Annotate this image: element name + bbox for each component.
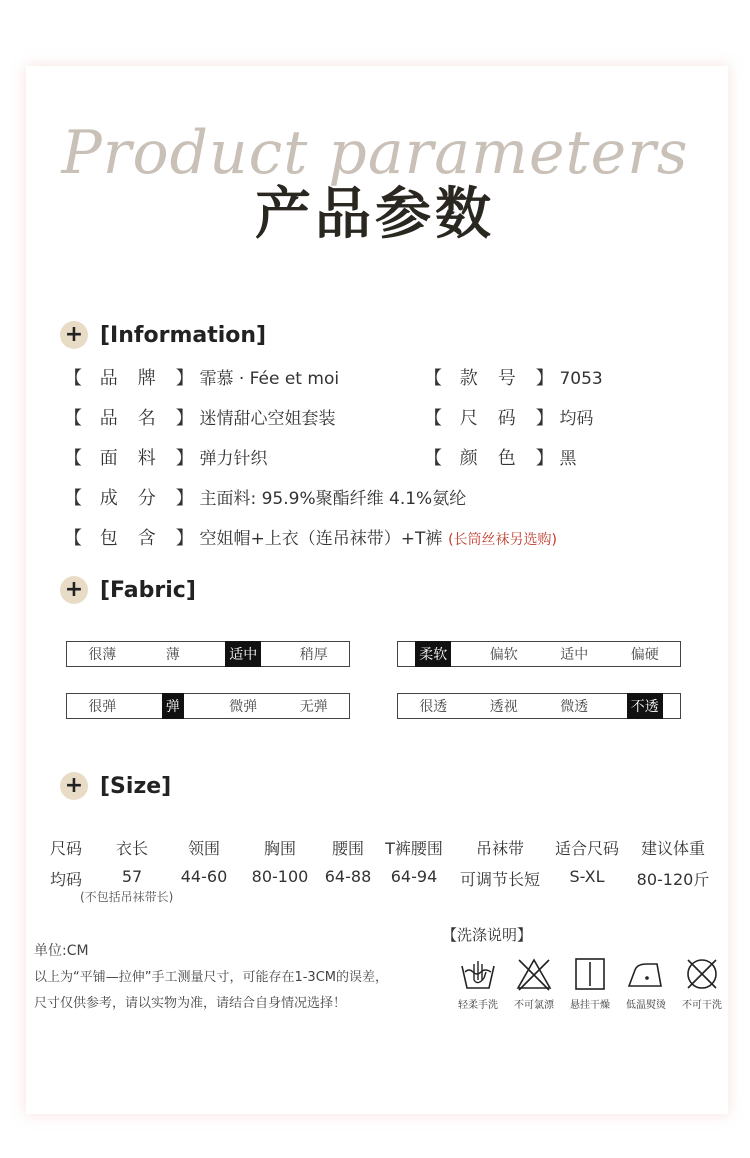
brand-value: 霏慕 · Fée et moi	[199, 369, 340, 389]
name-value: 迷情甜心空姐套装	[199, 409, 336, 429]
page-title: 产品参数	[255, 182, 495, 247]
info-size: 【 尺码】 均码	[424, 404, 593, 430]
material-value: 弹力针织	[199, 449, 268, 469]
wash-icons	[450, 956, 730, 1011]
size-table-note: (不包括吊袜带长)	[80, 890, 174, 904]
size-section-header	[60, 772, 171, 800]
transparency-scale	[397, 693, 681, 719]
low-temp-iron-icon	[627, 956, 665, 992]
size-value: 均码	[559, 409, 594, 429]
wash-instructions-title: 【洗涤说明】	[442, 926, 533, 944]
model-value: 7053	[559, 369, 603, 389]
disclaimer-line-2: 尺寸仅供参考，请以实物为准，请结合自身情况选择！	[34, 996, 347, 1011]
unit-label: 单位:CM	[34, 943, 89, 959]
includes-note: (长筒丝袜另选购)	[448, 532, 558, 548]
fabric-section-header	[60, 576, 196, 604]
color-value: 黑	[559, 449, 577, 469]
scale-cell: 偏软	[489, 647, 518, 663]
softness-scale	[397, 641, 681, 667]
scale-cell-selected: 不透	[610, 694, 681, 718]
includes-label: 包含	[99, 528, 176, 549]
info-name: 【 品名】 迷情甜心空姐套装	[64, 404, 335, 430]
composition-value: 主面料: 95.9%聚酯纤维 4.1%氨纶	[199, 489, 467, 509]
information-section-header	[60, 321, 266, 349]
script-title: Product parameters	[61, 118, 689, 188]
scale-cell-selected: 弹	[138, 694, 209, 718]
scale-cell: 适中	[560, 647, 589, 663]
brand-label: 品牌	[99, 368, 176, 389]
composition-label: 成分	[99, 488, 176, 509]
wash-item: 不可干洗	[674, 956, 730, 1011]
scale-cell: 偏硬	[630, 647, 659, 663]
line-dry-icon	[571, 956, 609, 992]
material-label: 面料	[99, 448, 176, 469]
section-title-information: [Information]	[100, 322, 267, 348]
scale-cell: 薄	[165, 647, 180, 663]
wash-item: 不可氯漂	[506, 956, 562, 1011]
section-title-fabric: [Fabric]	[100, 577, 196, 603]
no-dry-clean-icon	[683, 956, 721, 992]
wash-item: 悬挂干燥	[562, 956, 618, 1011]
wash-item: 轻柔手洗	[450, 956, 506, 1011]
wash-item: 低温熨烫	[618, 956, 674, 1011]
scale-cell: 微透	[560, 699, 589, 715]
scale-cell: 无弹	[299, 699, 328, 715]
size-table	[38, 836, 718, 890]
model-label: 款号	[459, 368, 536, 389]
size-table-header: 尺码 衣长 领围 胸围 腰围 T裤腰围 吊袜带 适合尺码 建议体重	[49, 839, 705, 858]
scale-cell: 微弹	[229, 699, 258, 715]
info-color: 【 颜色】 黑	[424, 444, 576, 470]
name-label: 品名	[99, 408, 176, 429]
size-label: 尺码	[459, 408, 536, 429]
section-title-size: [Size]	[100, 773, 172, 799]
table-row: 均码 57 44-60 80-100 64-88 64-94 可调节长短 S-XL 80-120斤	[49, 867, 710, 889]
scale-cell: 很弹	[88, 699, 117, 715]
info-model: 【 款号】 7053	[424, 364, 603, 390]
scale-cell: 很薄	[88, 647, 117, 663]
scale-cell-selected: 适中	[208, 642, 279, 666]
plus-icon: +	[60, 576, 88, 604]
scale-cell: 透视	[489, 699, 518, 715]
plus-icon: +	[60, 321, 88, 349]
thickness-scale	[66, 641, 350, 667]
no-bleach-icon	[515, 956, 553, 992]
scale-cell: 稍厚	[299, 647, 328, 663]
info-composition: 【 成分】 主面料: 95.9%聚酯纤维 4.1%氨纶	[64, 484, 466, 510]
scale-cell: 很透	[419, 699, 448, 715]
info-brand: 【 品牌】 霏慕 · Fée et moi	[64, 364, 339, 390]
includes-value: 空姐帽+上衣（连吊袜带）+T裤	[199, 529, 443, 549]
info-includes: 【 包含】 空姐帽+上衣（连吊袜带）+T裤 (长筒丝袜另选购)	[64, 524, 557, 550]
disclaimer-line-1: 以上为“平铺—拉伸”手工测量尺寸，可能存在1-3CM的误差，	[34, 970, 388, 985]
hand-wash-icon	[459, 956, 497, 992]
info-material: 【 面料】 弹力针织	[64, 444, 267, 470]
elasticity-scale	[66, 693, 350, 719]
plus-icon: +	[60, 772, 88, 800]
scale-cell-selected: 柔软	[398, 642, 469, 666]
color-label: 颜色	[459, 448, 536, 469]
